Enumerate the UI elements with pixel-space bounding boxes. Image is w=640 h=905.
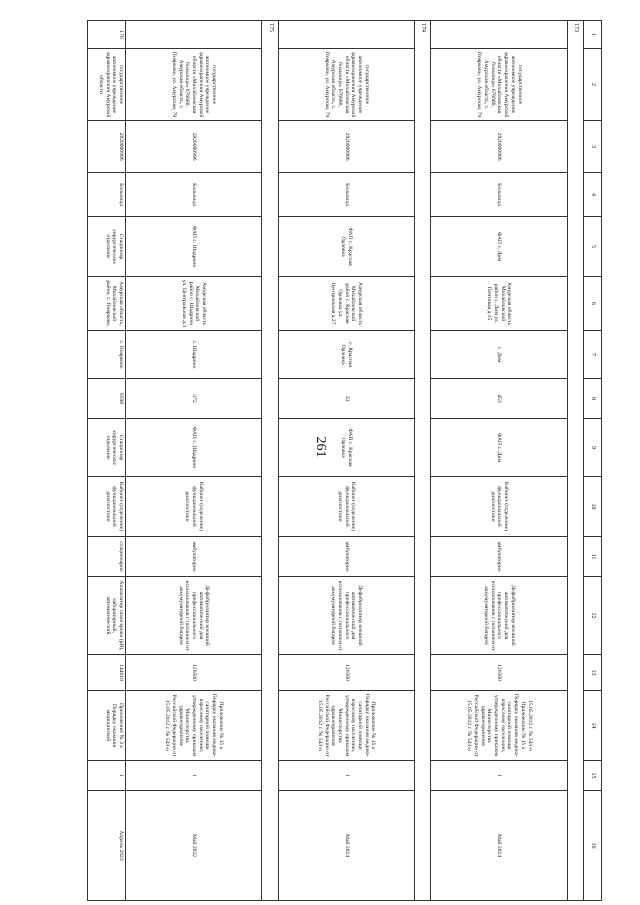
quantity-cell: 1: [431, 761, 567, 791]
date-cell: Май 2022: [125, 791, 261, 901]
quantity-cell: 1: [125, 761, 261, 791]
column-number: 8: [584, 379, 602, 419]
code-cell: 126500: [431, 655, 567, 691]
cabinet-cell: Кабинет (отделение) функциональной диагностики: [431, 477, 567, 537]
column-number: 6: [584, 277, 602, 331]
unit-address-cell: Амурская область, Михайловский район, с. Поярково,: [88, 277, 126, 331]
column-number-row: [584, 21, 602, 901]
equipment-cell: Дефибриллятор внешний автоматический для профессионального использования с питанием от аккумуляторной батареи: [125, 577, 261, 655]
page-number: 261: [313, 436, 328, 458]
column-number: 12: [584, 577, 602, 655]
column-number: 4: [584, 173, 602, 217]
equipment-cell: Анализатор газов крови (рН), лабораторный, автоматический: [88, 577, 126, 655]
place-cell: ФАП с. Красная Орловка: [278, 419, 414, 477]
organization-cell: государственное автономное учреждение здравоохранения Амурской области: [88, 49, 126, 121]
inn-cell: 2820000996: [125, 121, 261, 173]
record-number-row: [262, 21, 279, 901]
column-number: 1: [584, 21, 602, 49]
record-number: 174: [414, 21, 431, 901]
column-number: 7: [584, 331, 602, 379]
settlement-cell: с. Поярково: [88, 331, 126, 379]
quantity-cell: 1: [88, 761, 126, 791]
table-row: [278, 21, 414, 901]
type-cell: Больница: [125, 173, 261, 217]
inn-cell: 2820000996: [278, 121, 414, 173]
cabinet-cell: Кабинет (отделение) функциональной диагностики: [88, 477, 126, 537]
date-cell: Апрель 2023: [88, 791, 126, 901]
care-cell: амбулаторно: [125, 537, 261, 577]
code-cell: 144610: [88, 655, 126, 691]
place-cell: Стационар хирургическое отделение: [88, 419, 126, 477]
settlement-cell: с. Дим: [431, 331, 567, 379]
order-cell: 15.05.2012 г. № 543-н Приложение № 15 к Порядку оказания медико-санитарной помощи взрослому населению, утвержденному приказом Министерства здравоохранения Российской Федерации от 15.05.2012 г. № 543-н: [431, 691, 567, 761]
unit-address-cell: Амурская область Михайловский район с. Шадрино ул. Центральная д.3: [125, 277, 261, 331]
column-number: 2: [584, 49, 602, 121]
unit-name-cell: ФАП с. Шадрино: [125, 217, 261, 277]
date-cell: Май 2024: [431, 791, 567, 901]
quantity-cell: 1: [278, 761, 414, 791]
equipment-cell: Дефибриллятор внешний автоматический для профессионального использования с питанием от аккумуляторной батареи: [431, 577, 567, 655]
code-cell: 126500: [278, 655, 414, 691]
unit-address-cell: Амурская область Михайловский район с. Красная Орловка ул. Центральная д.27: [278, 277, 414, 331]
register-table: [87, 20, 602, 901]
order-cell: Приложение № 3 к Порядку оказания медицинской: [88, 691, 126, 761]
date-cell: Май 2024: [278, 791, 414, 901]
column-number: 14: [584, 691, 602, 761]
organization-cell: государственное автономное учреждение здравоохранения Амурской области «Михайловская больница» 676680, Амурская область, с. Поярково, ул. Амурская, 79: [125, 49, 261, 121]
unit-address-cell: Амурская область Михайловский район с. Дим ул. Почтовая д.15: [431, 277, 567, 331]
table-row: [431, 21, 567, 901]
type-cell: Больница: [88, 173, 126, 217]
organization-cell: государственное автономное учреждение здравоохранения Амурской области «Михайловская больница» 676680, Амурская область, с. Поярково, ул. Амурская, 79: [431, 49, 567, 121]
column-number: 16: [584, 791, 602, 901]
column-number: 3: [584, 121, 602, 173]
population-cell: 372: [125, 379, 261, 419]
place-cell: ФАП с. Дим: [431, 419, 567, 477]
settlement-cell: с. Шадрино: [125, 331, 261, 379]
record-number-row: [567, 21, 584, 901]
register-table-rotated: [87, 20, 602, 900]
population-cell: 33: [278, 379, 414, 419]
record-number: 173: [567, 21, 584, 901]
equipment-cell: Дефибриллятор внешний автоматический для профессионального использования с питанием от аккумуляторной батареи: [278, 577, 414, 655]
place-cell: ФАП с. Шадрино: [125, 419, 261, 477]
care-cell: амбулаторно: [278, 537, 414, 577]
column-number: 5: [584, 217, 602, 277]
record-number: 176: [88, 21, 126, 49]
type-cell: Больница: [278, 173, 414, 217]
unit-name-cell: Стационар хирургическое отделение: [88, 217, 126, 277]
population-cell: 6598: [88, 379, 126, 419]
column-number: 15: [584, 761, 602, 791]
column-number: 10: [584, 477, 602, 537]
organization-cell: государственное автономное учреждение здравоохранения Амурской области «Михайловская больница» 676680, Амурская область, с. Поярково, ул. Амурская, 79: [278, 49, 414, 121]
population-cell: 453: [431, 379, 567, 419]
record-number-row: [414, 21, 431, 901]
order-cell: Приложение № 15 к Порядку оказания медико-санитарной помощи взрослому населению, утвержденному приказом Министерства здравоохранения Российской Федерации от 15.05.2012 г. № 543-н: [125, 691, 261, 761]
unit-name-cell: ФАП с. Красная Орловка: [278, 217, 414, 277]
settlement-cell: с. Красная Орловка: [278, 331, 414, 379]
code-cell: 126500: [125, 655, 261, 691]
table-row: [88, 21, 126, 901]
inn-cell: 2820000996: [88, 121, 126, 173]
care-cell: стационарно: [88, 537, 126, 577]
table-row: [125, 21, 261, 901]
cabinet-cell: Кабинет (отделение) функциональной диагностики: [125, 477, 261, 537]
record-number: 175: [262, 21, 279, 901]
type-cell: Больница: [431, 173, 567, 217]
cabinet-cell: Кабинет (отделение) функциональной диагностики: [278, 477, 414, 537]
column-number: 13: [584, 655, 602, 691]
column-number: 11: [584, 537, 602, 577]
care-cell: амбулаторно: [431, 537, 567, 577]
column-number: 9: [584, 419, 602, 477]
inn-cell: 2820000996: [431, 121, 567, 173]
order-cell: Приложение № 15 к Порядку оказания медико-санитарной помощи взрослому населению, утвержденному приказом Министерства здравоохранения Российской Федерации от 15.05.2012 г. № 543-н: [278, 691, 414, 761]
unit-name-cell: ФАП с. Дим: [431, 217, 567, 277]
